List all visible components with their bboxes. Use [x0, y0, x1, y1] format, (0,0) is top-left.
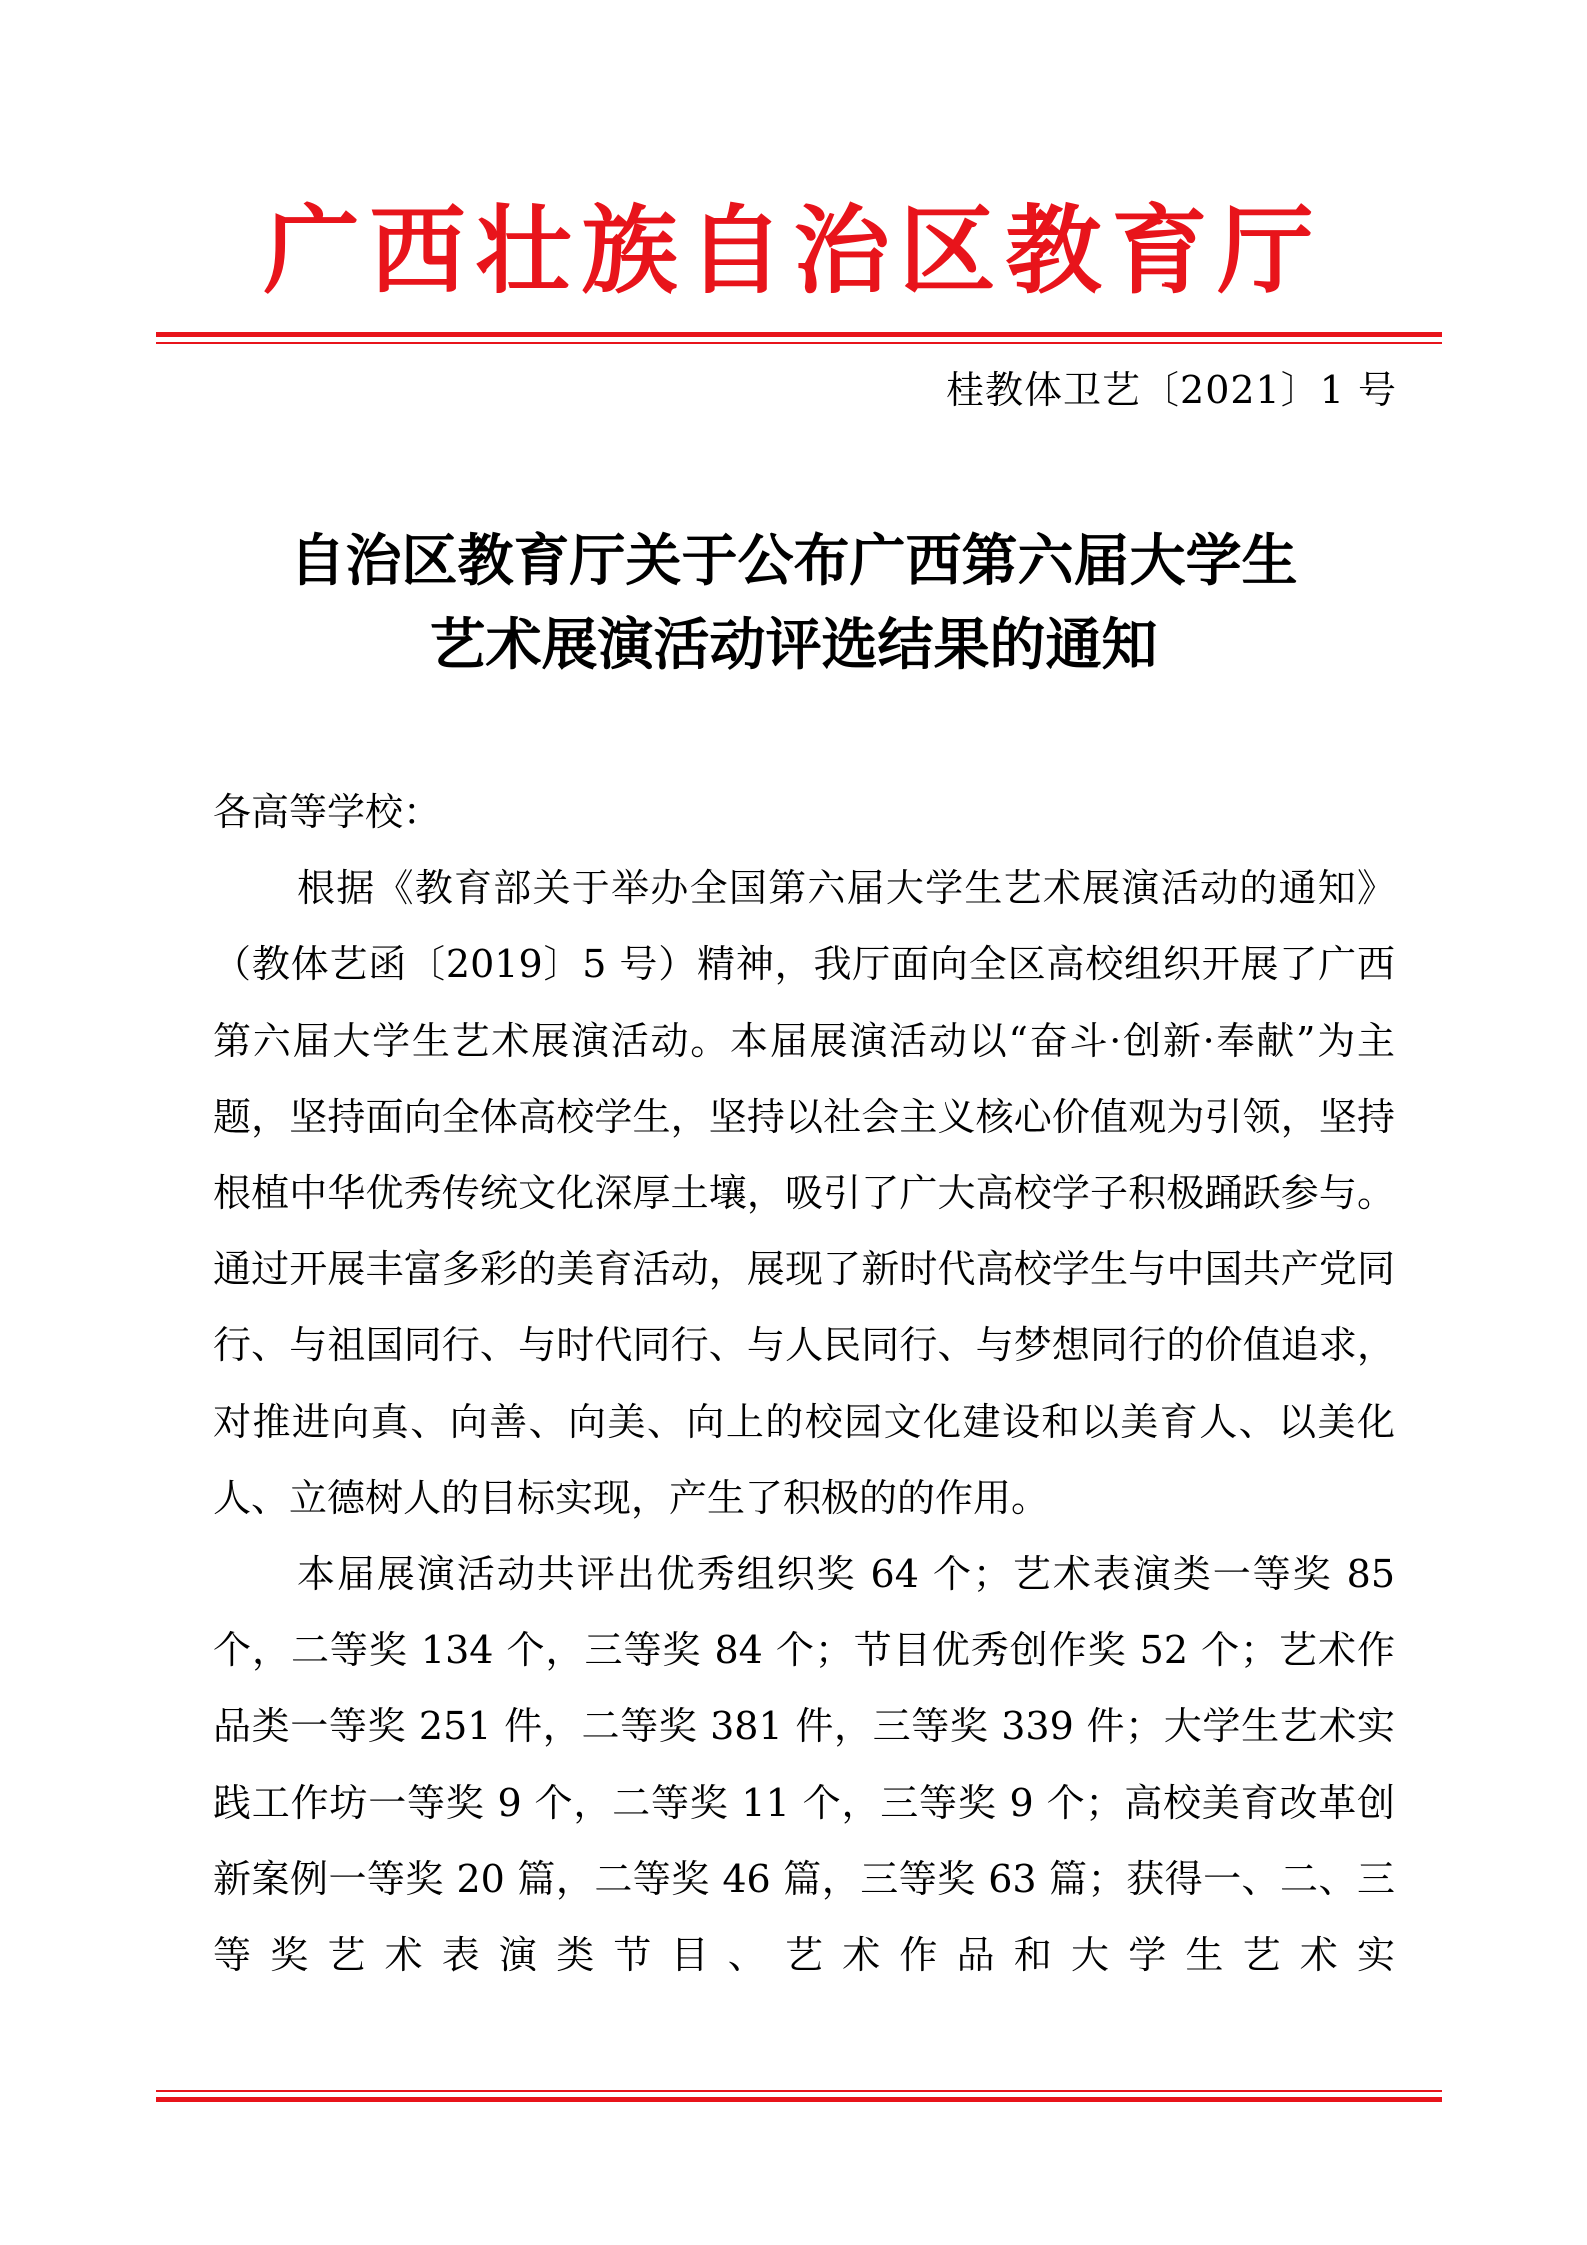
footer-rule-thin [156, 2090, 1442, 2092]
body-paragraph-2: 本届展演活动共评出优秀组织奖 64 个；艺术表演类一等奖 85 个，二等奖 134 个，三等奖 84 个；节目优秀创作奖 52 个；艺术作品类一等奖 251 件，二等奖 381 件，三等奖 339 件；大学生艺术实践工作坊一等奖 9 个，二等奖 11 个，三等奖 9 个；高校美育改革创新案例一等奖 20 篇，二等奖 46 篇，三等奖 63 篇；获得一、二、三等奖艺术表演类节目、艺术作品和大学生艺术实 [213, 1552, 1395, 1978]
footer-red-rule [156, 2090, 1442, 2102]
header-rule-thin [156, 342, 1442, 344]
issuing-organization: 广西壮族自治区教育厅 [263, 194, 1324, 307]
document-body [213, 774, 1395, 1993]
salutation: 各高等学校： [213, 790, 442, 834]
header-red-rule [156, 332, 1442, 344]
footer-rule-thick [156, 2097, 1442, 2102]
title-line-1: 自治区教育厅关于公布广西第六届大学生 [289, 529, 1298, 594]
body-paragraph-1: 根据《教育部关于举办全国第六届大学生艺术展演活动的通知》（教体艺函〔2019〕5 号）精神，我厅面向全区高校组织开展了广西第六届大学生艺术展演活动。本届展演活动以“奋斗·创新·奉献”为主题，坚持面向全体高校学生，坚持以社会主义核心价值观为引领，坚持根植中华优秀传统文化深厚土壤，吸引了广大高校学子积极踊跃参与。通过开展丰富多彩的美育活动，展现了新时代高校学生与中国共产党同行、与祖国同行、与时代同行、与人民同行、与梦想同行的价值追求，对推进向真、向善、向美、向上的校园文化建设和以美育人、以美化人、立德树人的目标实现，产生了积极的的作用。 [213, 866, 1395, 1520]
document-title [0, 520, 1587, 688]
header-rule-thick [156, 332, 1442, 337]
document-number: 桂教体卫艺〔2021〕1 号 [946, 368, 1397, 412]
title-line-2: 艺术展演活动评选结果的通知 [429, 613, 1158, 678]
